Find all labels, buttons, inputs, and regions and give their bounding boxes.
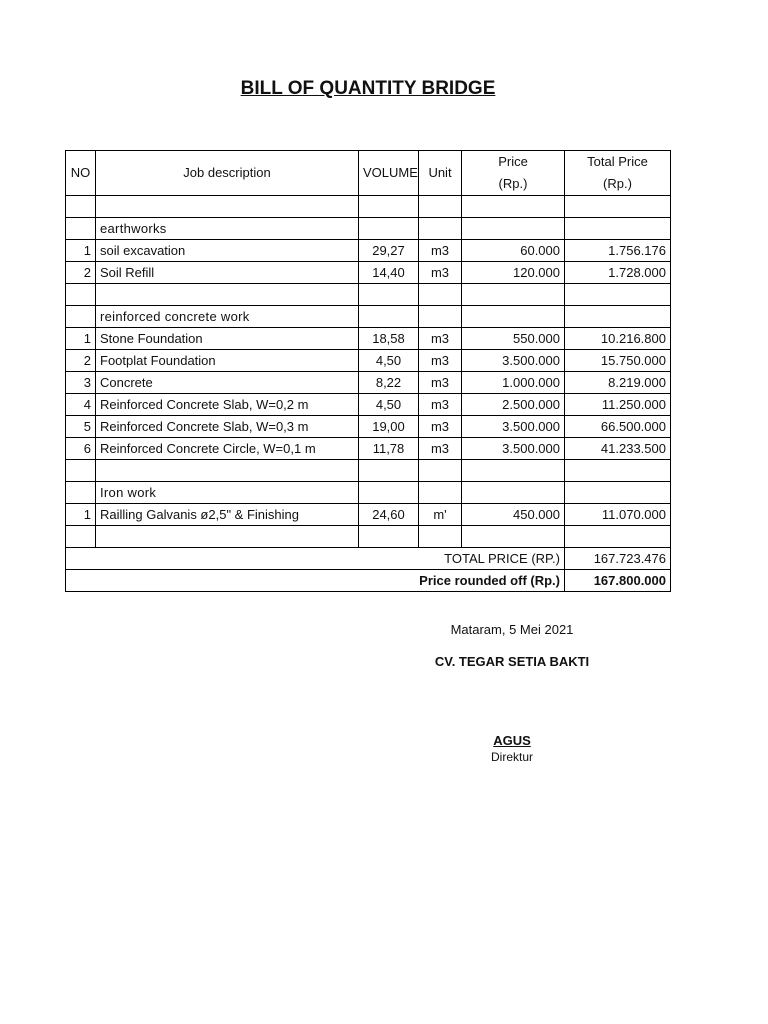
item-volume: 29,27 xyxy=(359,240,419,262)
item-total: 66.500.000 xyxy=(565,416,671,438)
signer-role: Direktur xyxy=(490,750,533,764)
item-volume: 11,78 xyxy=(359,438,419,460)
section-row xyxy=(66,482,671,504)
table-row xyxy=(66,262,671,284)
header-total-line1: Total Price xyxy=(587,154,648,169)
spacer-row xyxy=(66,284,671,306)
item-total: 1.756.176 xyxy=(565,240,671,262)
item-total: 1.728.000 xyxy=(565,262,671,284)
item-unit: m3 xyxy=(419,394,462,416)
item-price: 3.500.000 xyxy=(462,350,565,372)
item-price: 3.500.000 xyxy=(462,438,565,460)
item-description: soil excavation xyxy=(96,240,359,262)
spacer-row xyxy=(66,526,671,548)
place-date: Mataram, 5 Mei 2021 xyxy=(450,622,574,637)
item-unit: m3 xyxy=(419,372,462,394)
table-row xyxy=(66,328,671,350)
item-unit: m3 xyxy=(419,416,462,438)
item-unit: m3 xyxy=(419,438,462,460)
item-volume: 18,58 xyxy=(359,328,419,350)
header-row xyxy=(66,151,671,196)
item-unit: m3 xyxy=(419,240,462,262)
rounded-row xyxy=(66,570,671,592)
header-unit: Unit xyxy=(419,151,462,196)
signer-name: AGUS xyxy=(493,733,531,748)
item-volume: 24,60 xyxy=(359,504,419,526)
header-total-line2: (Rp.) xyxy=(603,176,632,191)
item-volume: 19,00 xyxy=(359,416,419,438)
item-no: 2 xyxy=(66,350,96,372)
item-no: 2 xyxy=(66,262,96,284)
item-no: 4 xyxy=(66,394,96,416)
header-description: Job description xyxy=(96,151,359,196)
item-volume: 4,50 xyxy=(359,394,419,416)
section-row xyxy=(66,306,671,328)
item-price: 120.000 xyxy=(462,262,565,284)
item-price: 550.000 xyxy=(462,328,565,350)
item-price: 3.500.000 xyxy=(462,416,565,438)
item-volume: 14,40 xyxy=(359,262,419,284)
item-description: Stone Foundation xyxy=(96,328,359,350)
item-unit: m3 xyxy=(419,262,462,284)
section-title: reinforced concrete work xyxy=(96,306,359,328)
item-price: 1.000.000 xyxy=(462,372,565,394)
table-row xyxy=(66,394,671,416)
item-unit: m' xyxy=(419,504,462,526)
item-volume: 8,22 xyxy=(359,372,419,394)
total-label: TOTAL PRICE (RP.) xyxy=(66,548,565,570)
table-row xyxy=(66,350,671,372)
item-description: Concrete xyxy=(96,372,359,394)
item-price: 60.000 xyxy=(462,240,565,262)
item-price: 450.000 xyxy=(462,504,565,526)
item-description: Reinforced Concrete Slab, W=0,2 m xyxy=(96,394,359,416)
item-total: 10.216.800 xyxy=(565,328,671,350)
header-no: NO xyxy=(66,151,96,196)
boq-body xyxy=(66,196,671,592)
section-title: Iron work xyxy=(96,482,359,504)
item-description: Footplat Foundation xyxy=(96,350,359,372)
table-row xyxy=(66,372,671,394)
table-row xyxy=(66,438,671,460)
item-total: 41.233.500 xyxy=(565,438,671,460)
boq-table xyxy=(65,150,671,592)
item-description: Reinforced Concrete Circle, W=0,1 m xyxy=(96,438,359,460)
section-title: earthworks xyxy=(96,218,359,240)
item-total: 11.070.000 xyxy=(565,504,671,526)
table-row xyxy=(66,416,671,438)
section-row xyxy=(66,218,671,240)
item-no: 1 xyxy=(66,504,96,526)
header-volume: VOLUME xyxy=(359,151,419,196)
header-price xyxy=(462,151,565,196)
item-total: 11.250.000 xyxy=(565,394,671,416)
spacer-row xyxy=(66,460,671,482)
item-price: 2.500.000 xyxy=(462,394,565,416)
item-unit: m3 xyxy=(419,350,462,372)
item-total: 8.219.000 xyxy=(565,372,671,394)
rounded-value: 167.800.000 xyxy=(565,570,671,592)
total-row xyxy=(66,548,671,570)
table-row xyxy=(66,240,671,262)
item-no: 3 xyxy=(66,372,96,394)
company-name: CV. TEGAR SETIA BAKTI xyxy=(434,654,590,669)
spacer-row xyxy=(66,196,671,218)
total-value: 167.723.476 xyxy=(565,548,671,570)
item-no: 5 xyxy=(66,416,96,438)
document-title: BILL OF QUANTITY BRIDGE xyxy=(240,78,496,99)
item-description: Railling Galvanis ø2,5" & Finishing xyxy=(96,504,359,526)
rounded-label: Price rounded off (Rp.) xyxy=(66,570,565,592)
item-description: Reinforced Concrete Slab, W=0,3 m xyxy=(96,416,359,438)
item-unit: m3 xyxy=(419,328,462,350)
item-no: 6 xyxy=(66,438,96,460)
header-total xyxy=(565,151,671,196)
header-price-line2: (Rp.) xyxy=(498,176,528,191)
item-description: Soil Refill xyxy=(96,262,359,284)
header-price-line1: Price xyxy=(498,154,528,169)
table-row xyxy=(66,504,671,526)
item-no: 1 xyxy=(66,328,96,350)
item-total: 15.750.000 xyxy=(565,350,671,372)
item-volume: 4,50 xyxy=(359,350,419,372)
item-no: 1 xyxy=(66,240,96,262)
